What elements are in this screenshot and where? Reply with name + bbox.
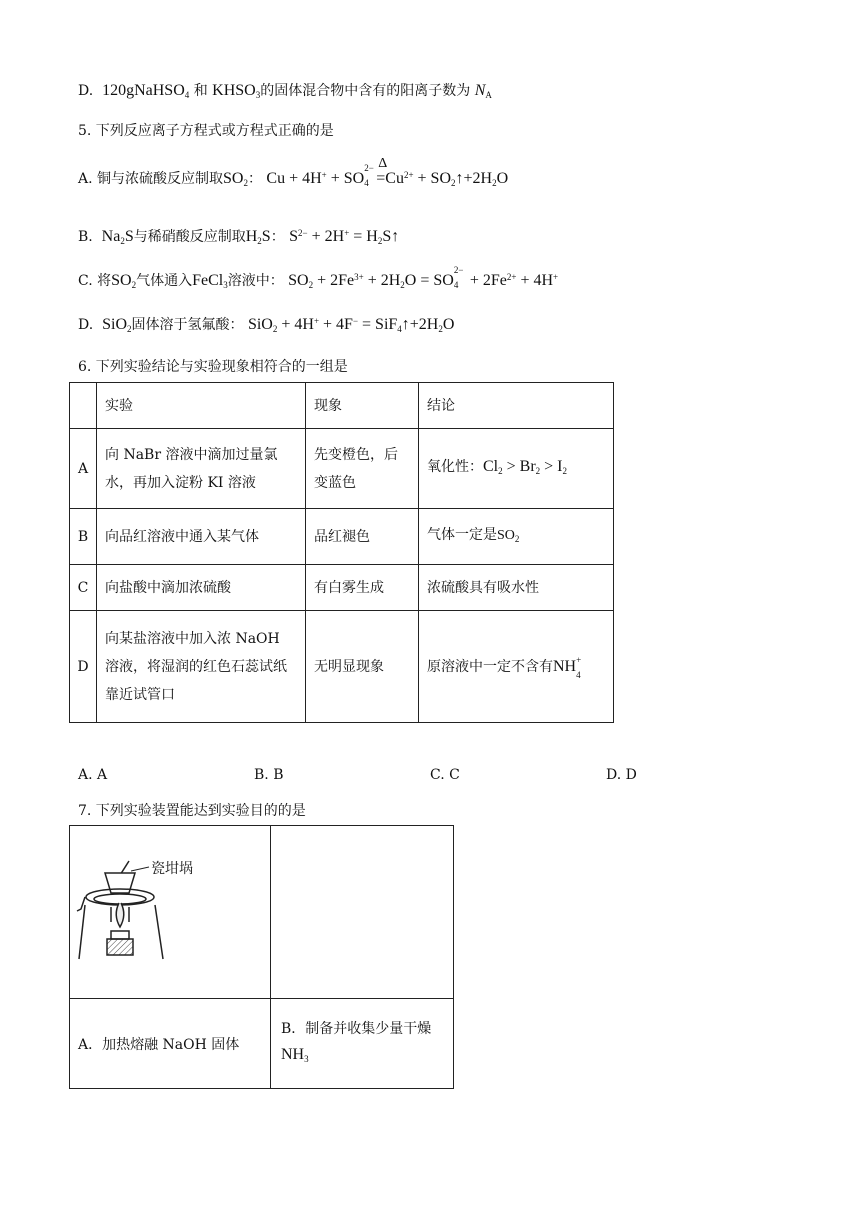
header-phenomenon: 现象: [306, 383, 419, 429]
q5-option-c: C. 将$SO_2$气体通入FeCl$_3$溶液中： $SO_2 + 2Fe^{3+} + 2H_2O$ = SO 2− 4 + $2Fe^{2+} + 4H^+$: [78, 265, 559, 290]
q4-option-d: D. 120gNaHSO$_4$ 和 $KHSO_3$的固体混合物中含有的阳离子数为 $N_A$: [78, 82, 492, 100]
q5-option-b: B. $Na_2S$与稀硝酸反应制取$H_2S$： $S^{2-} + 2H^+$ = $H_2S↑$: [78, 228, 400, 246]
crucible-figure-cell: [70, 826, 271, 999]
header-conclusion: 结论: [419, 383, 614, 429]
table-row: A 向 NaBr 溶液中滴加过量氯水，再加入淀粉 KI 溶液 先变橙色，后变蓝色 氧化性：$Cl_2 > Br_2 > I_2$: [70, 429, 614, 509]
caption-b: B．制备并收集少量干燥 $NH_3$: [271, 999, 454, 1089]
q6-option-b[interactable]: B. B: [254, 767, 284, 783]
q6-option-c[interactable]: C. C: [430, 767, 460, 783]
table-header-row: [70, 383, 614, 429]
q7-stem: 7. 下列实验装置能达到实验目的的是: [78, 803, 306, 819]
q5-option-d: D. SiO$_2$固体溶于氢氟酸： $SiO_2 + 4H^+ + 4F^- = SiF_4↑+2H_2O$: [78, 316, 455, 334]
table-row: D 向某盐溶液中加入浓 NaOH 溶液，将湿润的红色石蕊试纸靠近试管口 无明显现象 原溶液中一定不含有NH + 4: [70, 611, 614, 723]
q6-option-a[interactable]: A. A: [78, 767, 108, 783]
crucible-label: 瓷坩埚: [151, 861, 193, 877]
q6-table: [69, 382, 614, 723]
crucible-apparatus-figure: [71, 827, 269, 997]
q7-table: [69, 825, 454, 1089]
q6-option-d[interactable]: D. D: [606, 767, 637, 783]
table-row: C 向盐酸中滴加浓硫酸 有白雾生成 浓硫酸具有吸水性: [70, 565, 614, 611]
q5-stem: 5. 下列反应离子方程式或方程式正确的是: [78, 123, 334, 139]
q6-stem: 6. 下列实验结论与实验现象相符合的一组是: [78, 359, 348, 375]
ammonia-figure-cell: [271, 826, 454, 999]
header-experiment: 实验: [97, 383, 306, 429]
table-row: B 向品红溶液中通入某气体 品红褪色 气体一定是$SO_2$: [70, 509, 614, 565]
caption-a: A．加热熔融 NaOH 固体: [70, 999, 271, 1089]
q5-option-a: A. 铜与浓硫酸反应制取$SO_2$： Cu + 4H+ + SO 2− 4 Δ $=Cu^{2+}$ + $SO_2↑+2H_2O$: [78, 156, 509, 188]
